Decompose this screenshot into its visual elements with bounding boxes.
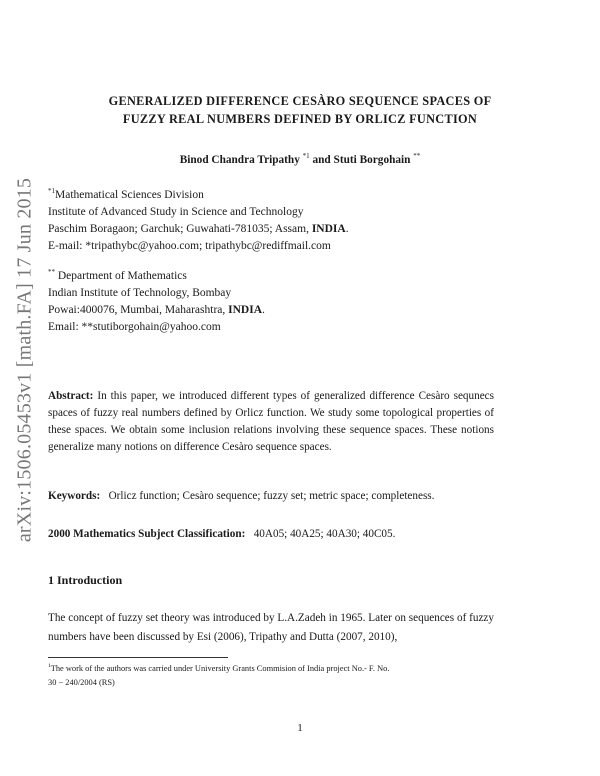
affiliation-2-email[interactable]: **stutiborgohain@yahoo.com <box>81 320 221 333</box>
msc-classification <box>48 528 395 540</box>
footnote-line-2: 30 − 240/2004 (RS) <box>48 677 115 687</box>
keywords-text: Orlicz function; Cesàro sequence; fuzzy set; metric space; completeness. <box>108 490 435 502</box>
author-line <box>60 152 540 166</box>
section-heading-introduction: 1 Introduction <box>48 573 123 587</box>
abstract-text: In this paper, we introduced different types of generalized difference Cesàro sequnecs spaces of fuzzy real numbers defined by Orlicz function. We study some topological properties of these spaces. We obtain some inclusion relations involving these sequence spaces. These notions generalize many notions on difference Cesàro sequence spaces. <box>48 390 494 453</box>
affiliation-1: $^{*1}$Mathematical Sciences Division Institute of Advanced Study in Science and Technology Paschim Boragaon; Garchuk; Guwahati-781035; Assam, INDIA. E-mail: *tripathybc@yahoo.com; tripathybc@rediffmail.com <box>48 183 508 255</box>
footnote <box>48 657 494 690</box>
affiliation-1-mark: *1 <box>48 187 55 195</box>
affiliation-1-division: Mathematical Sciences Division <box>55 188 204 201</box>
author-1-name: Binod Chandra Tripathy <box>179 153 300 166</box>
paper-title <box>60 92 540 128</box>
affiliation-2: ** Department of Mathematics Indian Institute of Technology, Bombay Powai:400076, Mumbai, Maharashtra, INDIA. Email: **stutiborgohain@yahoo.com <box>48 264 508 336</box>
footnote-line-1: The work of the authors was carried under University Grants Commision of India project No.- F. No. <box>50 663 390 673</box>
affiliation-2-address: Powai:400076, Mumbai, Maharashtra, <box>48 303 226 316</box>
affiliation-1-email-label: E-mail: <box>48 239 83 252</box>
affiliation-1-institute: Institute of Advanced Study in Science and Technology <box>48 205 304 218</box>
msc-codes: 40A05; 40A25; 40A30; 40C05. <box>253 528 396 540</box>
author-1-mark: *1 <box>302 152 310 160</box>
affiliation-2-country: INDIA <box>228 303 263 316</box>
title-line-2: FUZZY REAL NUMBERS DEFINED BY ORLICZ FUNCTION <box>122 112 478 126</box>
footnote-mark: 1 <box>48 663 51 669</box>
title-line-1: GENERALIZED DIFFERENCE CESÀRO SEQUENCE SPACES OF <box>108 94 492 108</box>
affiliation-1-country: INDIA <box>311 222 346 235</box>
author-2-name: Stuti Borgohain <box>333 153 411 166</box>
arxiv-identifier: arXiv:1506.05453v1 [math.FA] 17 Jun 2015 <box>13 177 36 543</box>
msc-label: 2000 Mathematics Subject Classification: <box>48 528 246 540</box>
author-2-mark: ** <box>413 152 421 160</box>
affiliation-2-email-label: Email: <box>48 320 79 333</box>
affiliation-1-address: Paschim Boragaon; Garchuk; Guwahati-781035; Assam, <box>48 222 309 235</box>
author-conjunction: and <box>312 153 331 166</box>
keywords-label: Keywords: <box>48 490 101 502</box>
page-number: 1 <box>297 722 303 734</box>
affiliation-2-mark: ** <box>48 268 55 276</box>
abstract-label: Abstract: <box>48 390 94 402</box>
footnote-rule <box>48 657 228 658</box>
affiliation-1-email[interactable]: *tripathybc@yahoo.com; tripathybc@rediffmail.com <box>85 239 331 252</box>
affiliation-2-institute: Indian Institute of Technology, Bombay <box>48 286 232 299</box>
affiliation-2-department: Department of Mathematics <box>57 269 187 282</box>
keywords <box>48 490 434 502</box>
abstract <box>48 388 494 456</box>
introduction-paragraph: The concept of fuzzy set theory was introduced by L.A.Zadeh in 1965. Later on sequences of fuzzy numbers have been discussed by Esi (2006), Tripathy and Dutta (2007, 2010), <box>48 612 494 643</box>
arxiv-sidebar-stamp <box>10 175 40 545</box>
